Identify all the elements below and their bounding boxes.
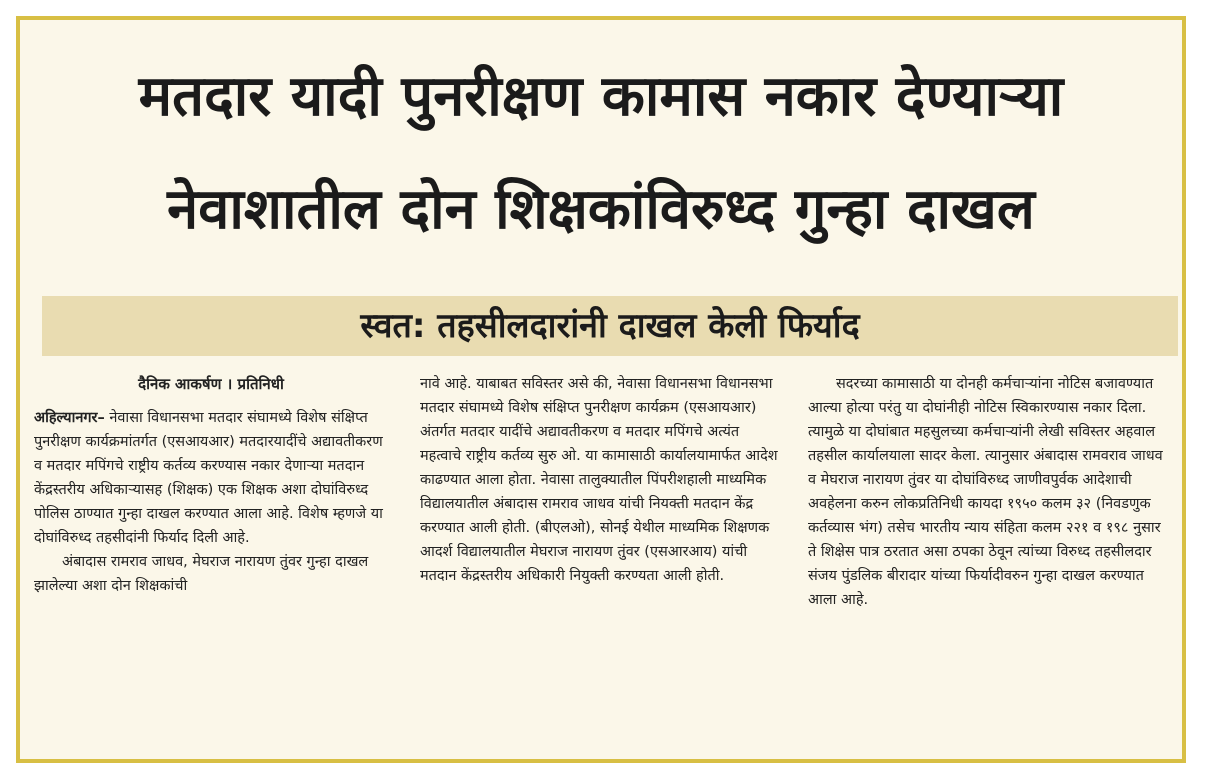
dateline: अहिल्यानगर– — [34, 410, 105, 426]
headline-line-1: मतदार यादी पुनरीक्षण कामास नकार देण्याऱ्या — [138, 64, 1064, 129]
subheadline: स्वत: तहसीलदारांनी दाखल केली फिर्याद — [360, 306, 860, 346]
article-paragraph: अंबादास रामराव जाधव, मेघराज नारायण तुंवर गुन्हा दाखल झालेल्या अशा दोन शिक्षकांची — [34, 554, 369, 594]
article-paragraph: नावे आहे. याबाबत सविस्तर असे की, नेवासा विधानसभा विधानसभा मतदार संघामध्ये विशेष संक्षिप्त पुनरीक्षण कार्यक्रम (एसआयआर) अंतर्गत मतदार यादींचे अद्यावतीकरण व मतदार मपिंगचे अत्यंत महत्वाचे राष्ट्रीय कर्तव्य सुरु ओ. या कामासाठी कार्यालयामार्फत आदेश काढण्यात आला होता. नेवासा तालुक्यातील पिंपरीशहाली माध्यमिक विद्यालयातील अंबादास रामराव जाधव यांची नियक्ती मतदान केंद्र करण्यात आली होती. (बीएलओ), सोनई येथील माध्यमिक शिक्षणक आदर्श विद्यालयातील मेघराज नारायण तुंवर (एसआरआय) यांची मतदान केंद्रस्तरीय अधिकारी नियुक्ती करण्यता आली होती. — [420, 376, 778, 584]
article-column-2 — [420, 372, 782, 588]
article-paragraph: सदरच्या कामासाठी या दोनही कर्मचाऱ्यांना नोटिस बजावण्यात आल्या होत्या परंतु या दोघांनीही नोटिस स्विकारण्यास नकार दिला. त्यामुळे या दोघांबात महसुलच्या कर्मचाऱ्यांनी लेखी सविस्तर अहवाल तहसील कार्यालयाला सादर केला. त्यानुसार अंबादास रामवराव जाधव व मेघराज नारायण तुंवर या दोघांविरुध्द जाणीवपुर्वक आदेशाची अवहेलना करुन लोकप्रतिनिधी कायदा १९५० कलम ३२ (निवडणुक कर्तव्यास भंग) तसेच भारतीय न्याय संहिता कलम २२१ व १९८ नुसार ते शिक्षेस पात्र ठरतात असा ठपका ठेवून त्यांच्या विरुध्द तहसीलदार संजय पुंडलिक बीरादार यांच्या फिर्यादीवरुन गुन्हा दाखल करण्यात आला आहे. — [808, 376, 1163, 608]
subheadline-bar — [42, 296, 1178, 356]
article-column-3 — [808, 372, 1170, 612]
paragraph-text: नेवासा विधानसभा मतदार संघामध्ये विशेष संक्षिप्त पुनरीक्षण कार्यक्रमांतर्गत (एसआयआर) मतदारयादींचे अद्यावतीकरण व मतदार मपिंगचे राष्ट्रीय कर्तव्य करण्यास नकार देणाऱ्या मतदान केंद्रस्तरीय अधिकाऱ्यासह (शिक्षक) एक शिक्षक अशा दोघांविरुध्द पोलिस ठाण्यात गुन्हा दाखल करण्यात आला आहे. विशेष म्हणजे या दोघांविरुध्द तहसीदांनी फिर्याद दिली आहे. — [34, 410, 383, 546]
headline-line-2: नेवाशातील दोन शिक्षकांविरुध्द गुन्हा दाखल — [167, 177, 1035, 242]
article-column-1 — [34, 372, 388, 598]
article-paragraph — [34, 406, 388, 550]
news-clipping — [16, 16, 1186, 763]
byline: दैनिक आकर्षण । प्रतिनिधी — [138, 375, 284, 393]
